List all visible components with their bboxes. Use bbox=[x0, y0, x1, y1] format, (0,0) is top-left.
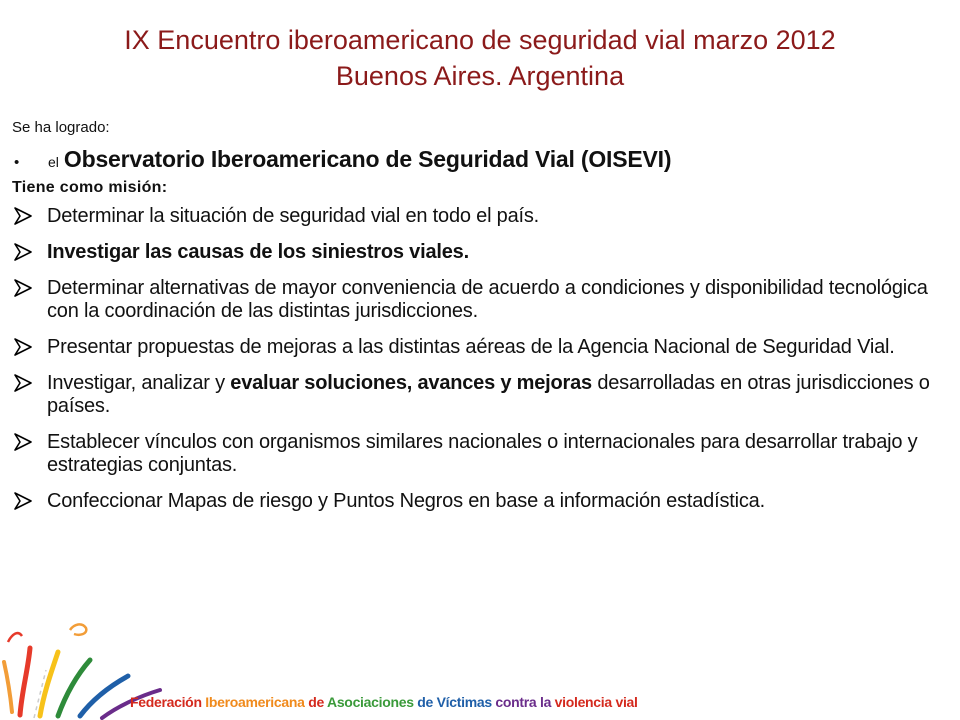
mission-item bbox=[12, 277, 947, 323]
arrow-bullet-icon bbox=[12, 338, 34, 356]
footer-word: contra la bbox=[495, 694, 552, 710]
arrow-bullet-icon bbox=[12, 207, 34, 225]
mission-item bbox=[12, 241, 947, 264]
footer-word: Iberoamericana bbox=[205, 694, 305, 710]
slide-title bbox=[0, 22, 960, 94]
federation-footer bbox=[130, 694, 638, 710]
mission-item-text: Investigar las causas de los siniestros viales. bbox=[47, 241, 469, 263]
title-line-1: IX Encuentro iberoamericano de seguridad vial marzo 2012 bbox=[124, 25, 836, 55]
footer-word: Víctimas bbox=[436, 694, 492, 710]
mission-item bbox=[12, 431, 947, 477]
arrow-bullet-icon bbox=[12, 433, 34, 451]
arrow-bullet-icon bbox=[12, 279, 34, 297]
footer-word: de bbox=[308, 694, 324, 710]
mission-item-text: Determinar la situación de seguridad vial en todo el país. bbox=[47, 205, 540, 227]
footer-word: Federación bbox=[130, 694, 202, 710]
mission-item-text-after: desarrolladas en otras jurisdicciones o países. bbox=[47, 372, 930, 417]
arrow-bullet-icon bbox=[12, 374, 34, 392]
mission-item bbox=[12, 205, 947, 228]
mission-item bbox=[12, 372, 947, 418]
mission-item-text-before: Investigar, analizar y bbox=[47, 372, 231, 394]
arrow-bullet-icon bbox=[12, 492, 34, 510]
mission-item bbox=[12, 336, 947, 359]
mission-item-text: Determinar alternativas de mayor conveniencia de acuerdo a condiciones y disponibilidad tecnológica con la coordinación de las distintas jurisdicciones. bbox=[47, 277, 928, 322]
observatorio-prefix: el bbox=[48, 154, 59, 170]
intro-text: Se ha logrado: bbox=[12, 119, 110, 136]
footer-word: violencia vial bbox=[554, 694, 638, 710]
mission-label: Tiene como misión: bbox=[12, 179, 168, 196]
mission-item bbox=[12, 490, 947, 513]
mission-item-text: Establecer vínculos con organismos similares nacionales o internacionales para desarrollar trabajo y estrategias conjuntas. bbox=[47, 431, 918, 476]
mission-item-text-bold: evaluar soluciones, avances y mejoras bbox=[230, 372, 592, 394]
mission-list bbox=[12, 205, 947, 513]
mission-item-text: Confeccionar Mapas de riesgo y Puntos Negros en base a información estadística. bbox=[47, 490, 765, 512]
bullet-dot: • bbox=[14, 154, 20, 171]
mission-item-text: Presentar propuestas de mejoras a las distintas aéreas de la Agencia Nacional de Seguridad Vial. bbox=[47, 336, 895, 358]
title-line-2: Buenos Aires. Argentina bbox=[335, 61, 625, 91]
footer-word: de bbox=[417, 694, 434, 710]
observatorio-bullet bbox=[14, 146, 947, 173]
observatorio-name: Observatorio Iberoamericano de Seguridad Vial (OISEVI) bbox=[63, 146, 672, 172]
arrow-bullet-icon bbox=[12, 243, 34, 261]
slide-body bbox=[12, 118, 947, 526]
footer-word: Asociaciones bbox=[327, 694, 414, 710]
